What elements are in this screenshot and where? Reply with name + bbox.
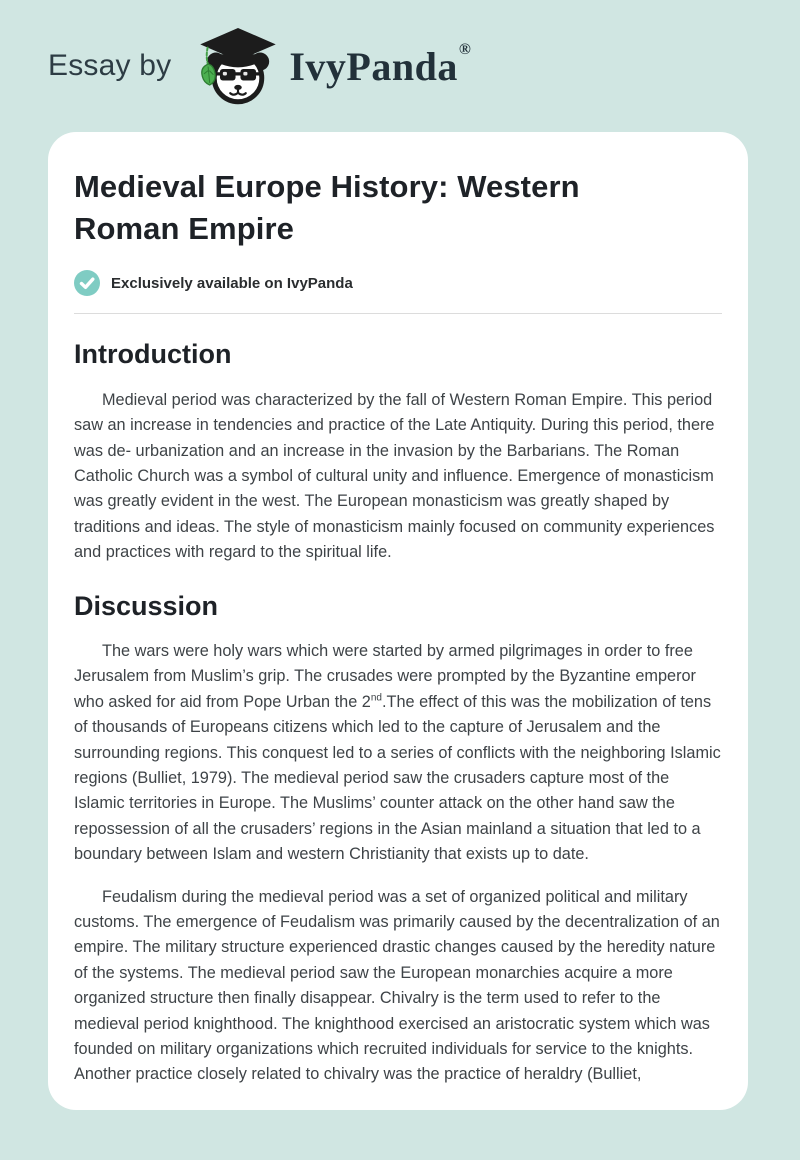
essay-by-label: Essay by xyxy=(48,49,172,82)
exclusive-badge xyxy=(74,270,722,296)
site-header xyxy=(0,0,800,132)
ivypanda-logo xyxy=(197,27,470,106)
brand-wordmark: IvyPanda xyxy=(289,43,458,89)
section-heading-introduction: Introduction xyxy=(74,339,232,370)
essay-card xyxy=(48,132,748,1110)
check-icon xyxy=(74,270,100,296)
discussion-paragraph-1-text-cont: .The effect of this was the mobilization of tens of thousands of Europeans citizens which led to the capture of Jerusalem and the surrounding regions. This conquest led to a series of conflicts with the neighboring Islamic regions (Bulliet, 1979). The medieval period saw the crusaders capture most of the Islamic territories in Europe. The Muslims’ counter attack on the other hand saw the repossession of all the crusaders’ regions in the Asian mainland a situation that led to a boundary between Islam and western Christianity that exists up to date. xyxy=(74,692,721,864)
section-heading-discussion: Discussion xyxy=(74,590,219,621)
panda-graduate-icon xyxy=(197,27,279,106)
divider xyxy=(74,313,722,314)
exclusive-badge-label: Exclusively available on IvyPanda xyxy=(111,274,353,292)
discussion-paragraph-1 xyxy=(74,639,722,868)
discussion-paragraph-2: Feudalism during the medieval period was a set of organized political and military customs. The emergence of Feudalism was primarily caused by the decentralization of an empire. The military structure experienced drastic changes caused by the heredity nature of the systems. The medieval period saw the European monarchies acquire a more organized structure then finally disappear. Chivalry is the term used to refer to the medieval period knighthood. The knighthood exercised an aristocratic system which was founded on military organizations which recruited individuals for service to the knights. Another practice closely related to chivalry was the practice of heraldry (Bulliet, xyxy=(74,887,720,1084)
registered-trademark-symbol: ® xyxy=(458,40,471,58)
discussion-paragraph-1-text: The wars were holy wars which were started by armed pilgrimages in order to free Jerusalem from Muslim’s grip. The crusades were prompted by the Byzantine emperor who asked for aid from Pope Urban the 2 xyxy=(74,641,696,711)
introduction-paragraph: Medieval period was characterized by the fall of Western Roman Empire. This period saw an increase in tendencies and practice of the Late Antiquity. During this period, there was de- urbanization and an increase in the invasion by the Barbarians. The Roman Catholic Church was a symbol of cultural unity and influence. Emergence of monasticism was greatly evident in the west. The European monasticism was greatly shaped by traditions and ideas. The style of monasticism mainly focused on community experiences and practices with regard to the spiritual life. xyxy=(74,390,715,562)
essay-title: Medieval Europe History: Western Roman Empire xyxy=(74,169,580,247)
ordinal-superscript: nd xyxy=(370,692,382,704)
